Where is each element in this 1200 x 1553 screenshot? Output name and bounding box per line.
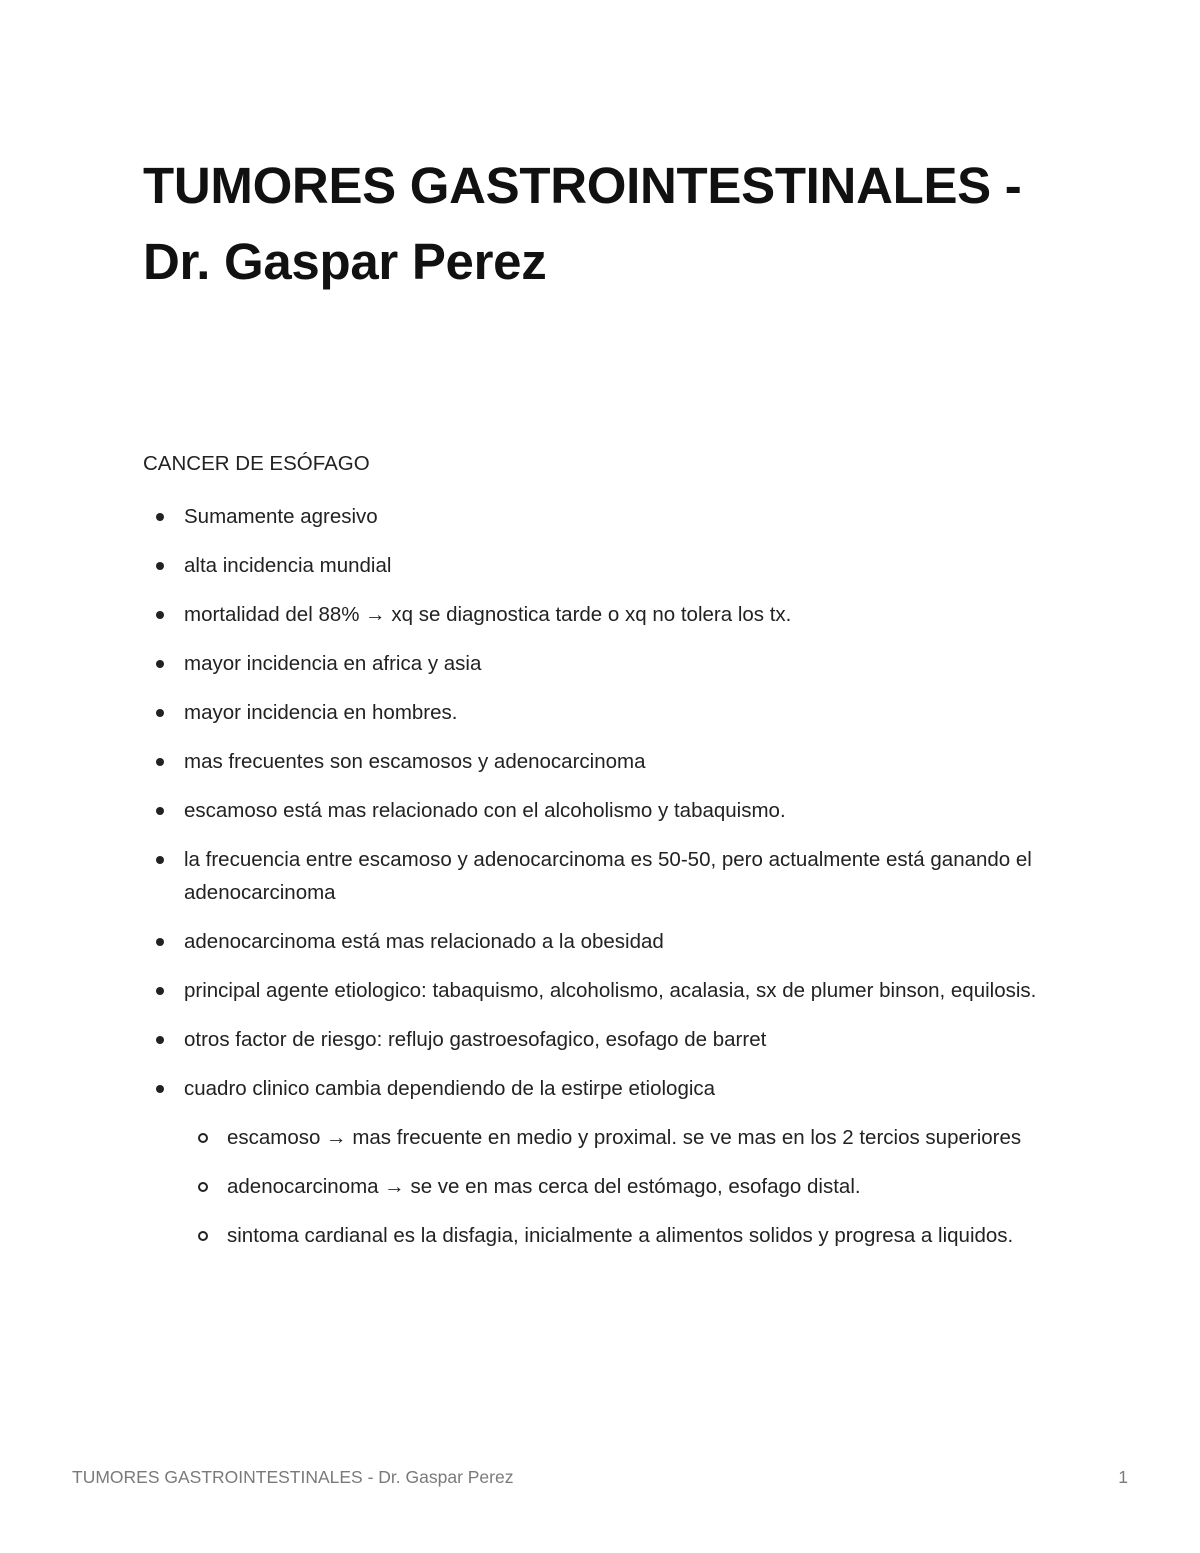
- list-item: [143, 745, 1083, 778]
- list-item-text: la frecuencia entre escamoso y adenocarcinoma es 50-50, pero actualmente está ganando el adenocarcinoma: [184, 848, 1032, 904]
- bullet-ring-icon: [198, 1231, 208, 1241]
- bullet-dot-icon: [156, 987, 164, 995]
- sub-bullet-list: [184, 1121, 1083, 1252]
- bullet-dot-icon: [156, 856, 164, 864]
- list-item: [143, 549, 1083, 582]
- bullet-dot-icon: [156, 1085, 164, 1093]
- list-item-text: Sumamente agresivo: [184, 505, 378, 528]
- sub-list-item: [184, 1170, 1083, 1203]
- bullet-dot-icon: [156, 660, 164, 668]
- list-item-text: mayor incidencia en hombres.: [184, 701, 458, 724]
- bullet-dot-icon: [156, 611, 164, 619]
- list-item: [143, 696, 1083, 729]
- sub-list-item-text: adenocarcinoma → se ve en mas cerca del estómago, esofago distal.: [227, 1175, 861, 1198]
- list-item: [143, 647, 1083, 680]
- list-item: [143, 974, 1083, 1007]
- list-item-text: mayor incidencia en africa y asia: [184, 652, 482, 675]
- bullet-dot-icon: [156, 807, 164, 815]
- list-item: [143, 598, 1083, 631]
- bullet-dot-icon: [156, 562, 164, 570]
- list-item-text: escamoso está mas relacionado con el alcoholismo y tabaquismo.: [184, 799, 786, 822]
- bullet-ring-icon: [198, 1133, 208, 1143]
- bullet-dot-icon: [156, 513, 164, 521]
- list-item-text: mortalidad del 88% → xq se diagnostica tarde o xq no tolera los tx.: [184, 603, 792, 626]
- section-heading: CANCER DE ESÓFAGO: [143, 452, 370, 475]
- list-item-text: mas frecuentes son escamosos y adenocarcinoma: [184, 750, 646, 773]
- list-item: [143, 794, 1083, 827]
- bullet-dot-icon: [156, 1036, 164, 1044]
- list-item: [143, 1023, 1083, 1056]
- list-item: [143, 500, 1083, 533]
- footer-page-number: 1: [1118, 1467, 1128, 1487]
- sub-list-item: [184, 1121, 1083, 1154]
- sub-list-item: [184, 1219, 1083, 1252]
- list-item-text: cuadro clinico cambia dependiendo de la estirpe etiologica: [184, 1077, 716, 1100]
- list-item-text: principal agente etiologico: tabaquismo, alcoholismo, acalasia, sx de plumer binson, equilosis.: [184, 979, 1037, 1002]
- bullet-dot-icon: [156, 758, 164, 766]
- bullet-list: [143, 500, 1083, 1268]
- page-title: TUMORES GASTROINTESTINALES - Dr. Gaspar Perez: [143, 157, 1022, 290]
- list-item-text: otros factor de riesgo: reflujo gastroesofagico, esofago de barret: [184, 1028, 767, 1051]
- list-item: [143, 925, 1083, 958]
- list-item-text: alta incidencia mundial: [184, 554, 392, 577]
- bullet-ring-icon: [198, 1182, 208, 1192]
- list-item: [143, 1072, 1083, 1252]
- sub-list-item-text: sintoma cardianal es la disfagia, inicialmente a alimentos solidos y progresa a liquidos.: [227, 1224, 1014, 1247]
- sub-list-item-text: escamoso → mas frecuente en medio y proximal. se ve mas en los 2 tercios superiores: [227, 1126, 1022, 1149]
- list-item-text: adenocarcinoma está mas relacionado a la obesidad: [184, 930, 664, 953]
- footer-title: TUMORES GASTROINTESTINALES - Dr. Gaspar Perez: [72, 1467, 514, 1487]
- bullet-dot-icon: [156, 938, 164, 946]
- bullet-dot-icon: [156, 709, 164, 717]
- list-item: [143, 843, 1083, 909]
